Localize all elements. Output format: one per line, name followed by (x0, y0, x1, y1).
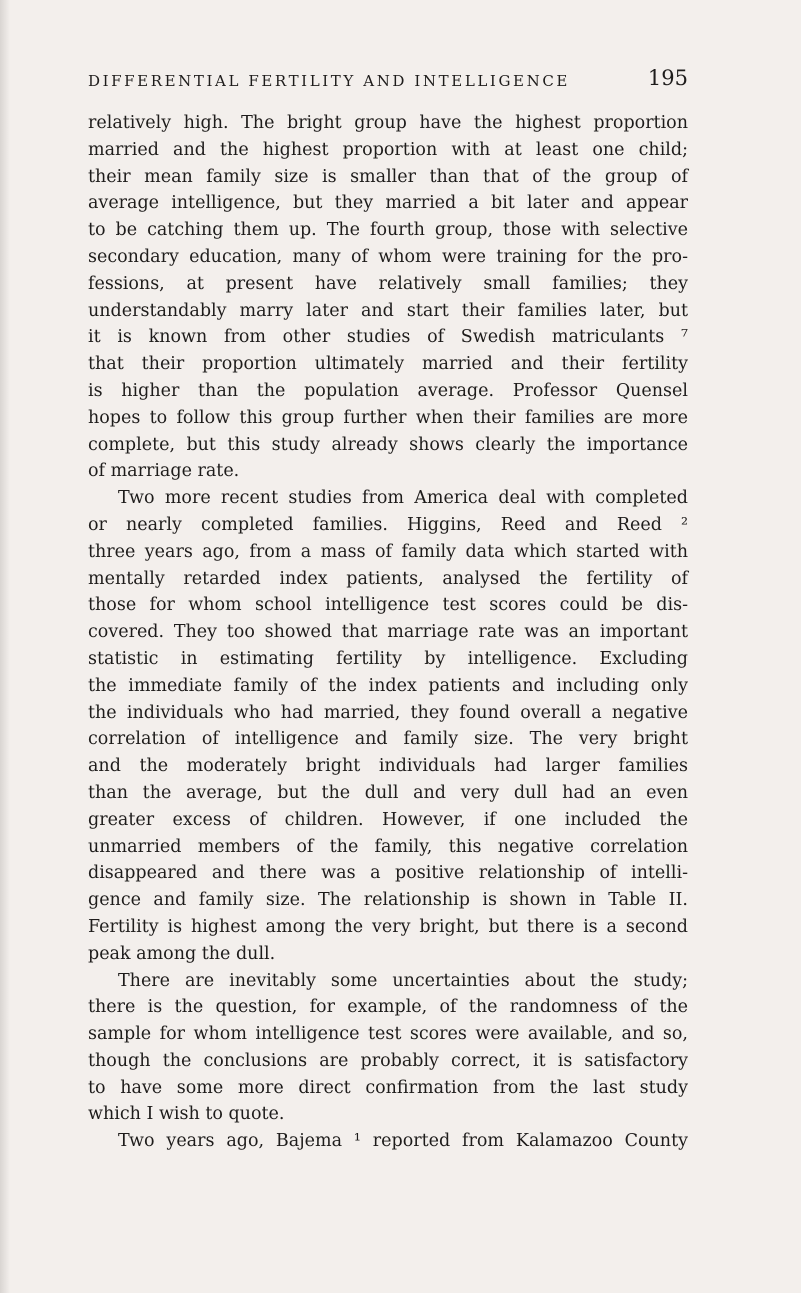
text-line: Two years ago, Bajema ¹ reported from Kalamazoo County (118, 1131, 688, 1152)
text-line: than the average, but the dull and very dull had an even (88, 782, 688, 803)
text-line: peak among the dull. (88, 943, 276, 964)
text-line: statistic in estimating fertility by intelligence. Excluding (88, 648, 688, 669)
text-line: disappeared and there was a positive relationship of intelli- (88, 863, 688, 884)
text-line: covered. They too showed that marriage rate was an important (88, 622, 688, 643)
text-line: the immediate family of the index patients and including only (88, 675, 688, 696)
text-line: sample for whom intelligence test scores were available, and so, (88, 1024, 688, 1045)
text-line: relatively high. The bright group have the highest proportion (88, 113, 688, 133)
text-line: greater excess of children. However, if one included the (88, 809, 688, 830)
text-line: to have some more direct confirmation from the last study (88, 1077, 688, 1098)
body-text (88, 110, 688, 1155)
text-line: and the moderately bright individuals had larger families (88, 756, 688, 777)
text-line: There are inevitably some uncertainties about the study; (118, 970, 688, 991)
text-line: understandably marry later and start their families later, but (88, 300, 688, 321)
page-edge-shadow (0, 0, 10, 1293)
text-line: to be catching them up. The fourth group, those with selective (88, 220, 688, 241)
text-line: unmarried members of the family, this negative correlation (88, 836, 688, 857)
text-line: fessions, at present have relatively small families; they (88, 273, 688, 294)
text-line: Two more recent studies from America deal with completed (118, 488, 688, 509)
text-line: those for whom school intelligence test scores could be dis- (88, 595, 688, 616)
text-line: of marriage rate. (88, 461, 240, 482)
text-line: is higher than the population average. Professor Quensel (88, 380, 688, 401)
text-line: mentally retarded index patients, analysed the fertility of (88, 568, 688, 589)
page-header (88, 66, 688, 100)
text-line: the individuals who had married, they found overall a negative (88, 702, 688, 723)
text-line: hopes to follow this group further when their families are more (88, 407, 688, 428)
text-line: secondary education, many of whom were training for the pro- (88, 246, 688, 267)
text-line: three years ago, from a mass of family data which started with (88, 541, 688, 562)
text-line: that their proportion ultimately married and their fertility (88, 354, 688, 375)
text-line: though the conclusions are probably correct, it is satisfactory (88, 1050, 688, 1071)
text-line: there is the question, for example, of the randomness of the (88, 997, 688, 1018)
running-head: DIFFERENTIAL FERTILITY AND INTELLIGENCE (88, 72, 570, 90)
page-number: 195 (647, 66, 688, 90)
text-line: married and the highest proportion with at least one child; (88, 139, 688, 160)
text-line: which I wish to quote. (88, 1104, 285, 1125)
text-line: or nearly completed families. Higgins, Reed and Reed ² (88, 514, 688, 535)
text-line: gence and family size. The relationship is shown in Table II. (88, 890, 688, 911)
text-line: it is known from other studies of Swedish matriculants ⁷ (88, 327, 688, 348)
text-line: correlation of intelligence and family size. The very bright (88, 729, 688, 750)
text-line: Fertility is highest among the very bright, but there is a second (88, 916, 688, 937)
text-line: average intelligence, but they married a bit later and appear (88, 193, 688, 214)
text-line: complete, but this study already shows clearly the importance (88, 434, 688, 455)
text-line: their mean family size is smaller than that of the group of (88, 166, 688, 187)
